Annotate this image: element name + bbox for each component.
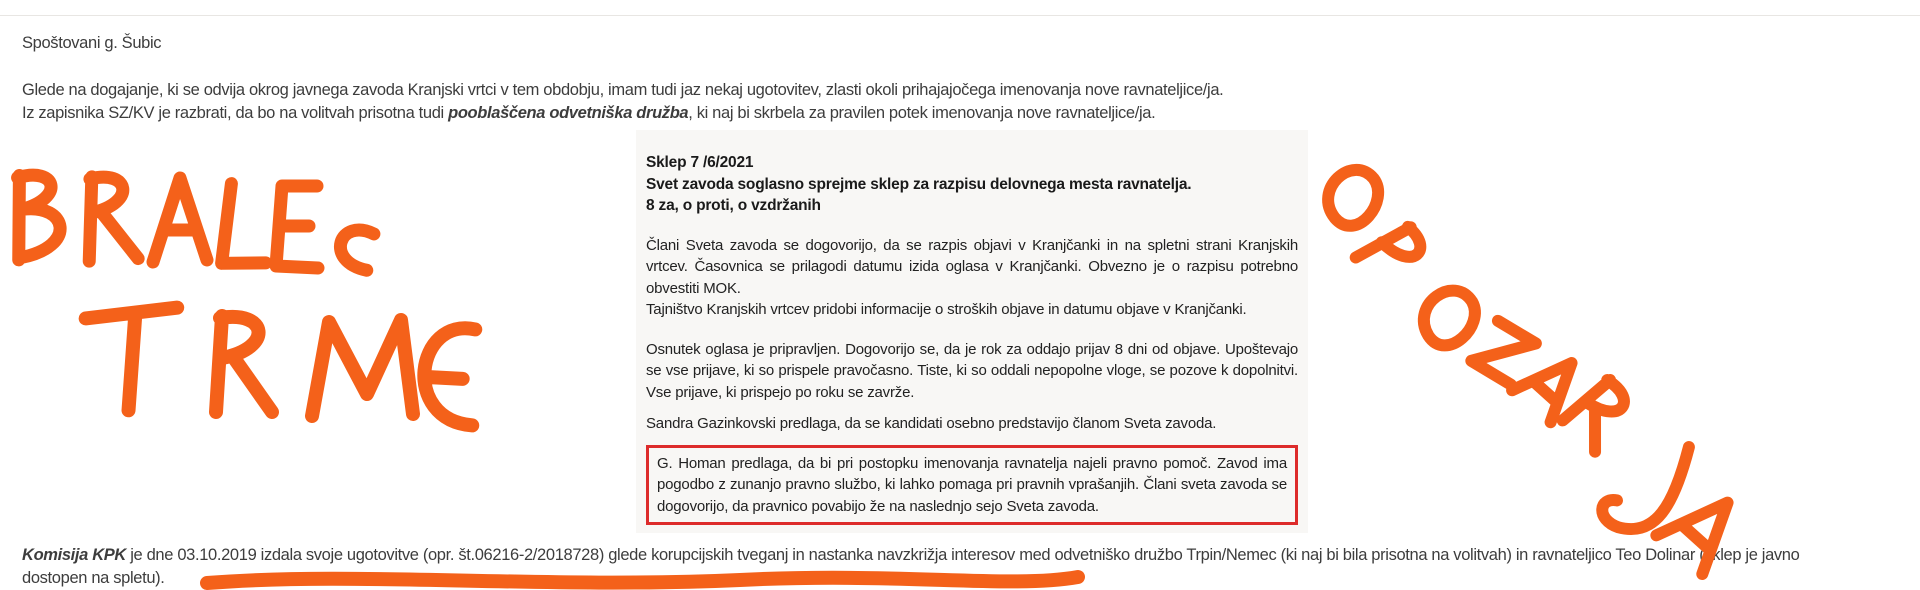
greeting-line: Spoštovani g. Šubic — [22, 34, 162, 52]
handwriting-word-opozarja — [1317, 161, 1749, 576]
closing-paragraph — [22, 544, 1799, 590]
closing-line-2: dostopen na spletu). — [22, 569, 165, 587]
closing-line-1-bold: Komisija KPK — [22, 546, 126, 564]
closing-line-1-rest: je dne 03.10.2019 izdala svoje ugotovitve (opr. št.06216-2/2018728) glede korupcijskih tveganj in nastanka navzkrižja interesov med odvetniško družbo Trpin/Nemec (ki naj bi bila prisotna na volitvah) in ravnateljico Teo Dolinar (sklep je javno — [126, 546, 1800, 564]
intro-line-2-bold: pooblaščena odvetniška družba — [448, 104, 689, 122]
handwriting-word-bralec — [11, 172, 374, 270]
handwriting-word-trme — [85, 308, 477, 426]
intro-line-2-suffix: , ki naj bi skrbela za pravilen potek imenovanja nove ravnateljice/ja. — [688, 104, 1156, 122]
excerpt-heading-2: Svet zavoda soglasno sprejme sklep za razpisu delovnega mesta ravnatelja. — [646, 175, 1192, 193]
intro-line-2 — [22, 102, 1223, 125]
excerpt-paragraph-1: Člani Sveta zavoda se dogovorijo, da se razpis objavi v Kranjčanki in na spletni strani Kranjskih vrtcev. Časovnica se prilagodi datumu izida oglasa v Kranjčanki. Obvezno je o razpisu potrebno obvestiti MOK. — [646, 236, 1298, 297]
intro-line-2-prefix: Iz zapisnika SZ/KV je razbrati, da bo na volitvah prisotna tudi — [22, 104, 449, 122]
excerpt-heading-3: 8 za, o proti, o vzdržanih — [646, 197, 821, 214]
excerpt-paragraph-3: Osnutek oglasa je pripravljen. Dogovorijo se, da je rok za oddajo prijav 8 dni od objave. Upoštevajo se vse prijave, ki so prispele pravočasno. Tiste, ki so oddali nepopolne vloge, se pozove k dopolnitvi. Vse prijave, ki prispejo po roku se zavrže. — [646, 340, 1298, 401]
excerpt-paragraph-4: Sandra Gazinkovski predlaga, da se kandidati osebno predstavijo članom Sveta zavoda. — [646, 415, 1217, 432]
minutes-excerpt-screenshot — [636, 130, 1308, 533]
closing-line-1 — [22, 544, 1799, 567]
top-divider — [0, 15, 1920, 16]
excerpt-paragraph-2: Tajništvo Kranjskih vrtcev pridobi informacije o stroških objave in datumu objave v Kranjčanki. — [646, 301, 1247, 318]
intro-line-1: Glede na dogajanje, ki se odvija okrog javnega zavoda Kranjski vrtci v tem obdobju, imam tudi jaz nekaj ugotovitev, zlasti okoli prihajajočega imenovanja nove ravnateljice/ja. — [22, 81, 1224, 99]
intro-paragraph — [22, 79, 1223, 125]
excerpt-heading-1: Sklep 7 /6/2021 — [646, 154, 754, 171]
highlighted-paragraph-red-box: G. Homan predlaga, da bi pri postopku imenovanja ravnatelja najeli pravno pomoč. Zavod ima pogodbo z zunanjo pravno službo, ki lahko pomaga pri pravnih vprašanjih. Člani sveta zavoda se dogovorijo, da pravnico povabijo že na naslednjo sejo Sveta zavoda. — [646, 445, 1298, 526]
